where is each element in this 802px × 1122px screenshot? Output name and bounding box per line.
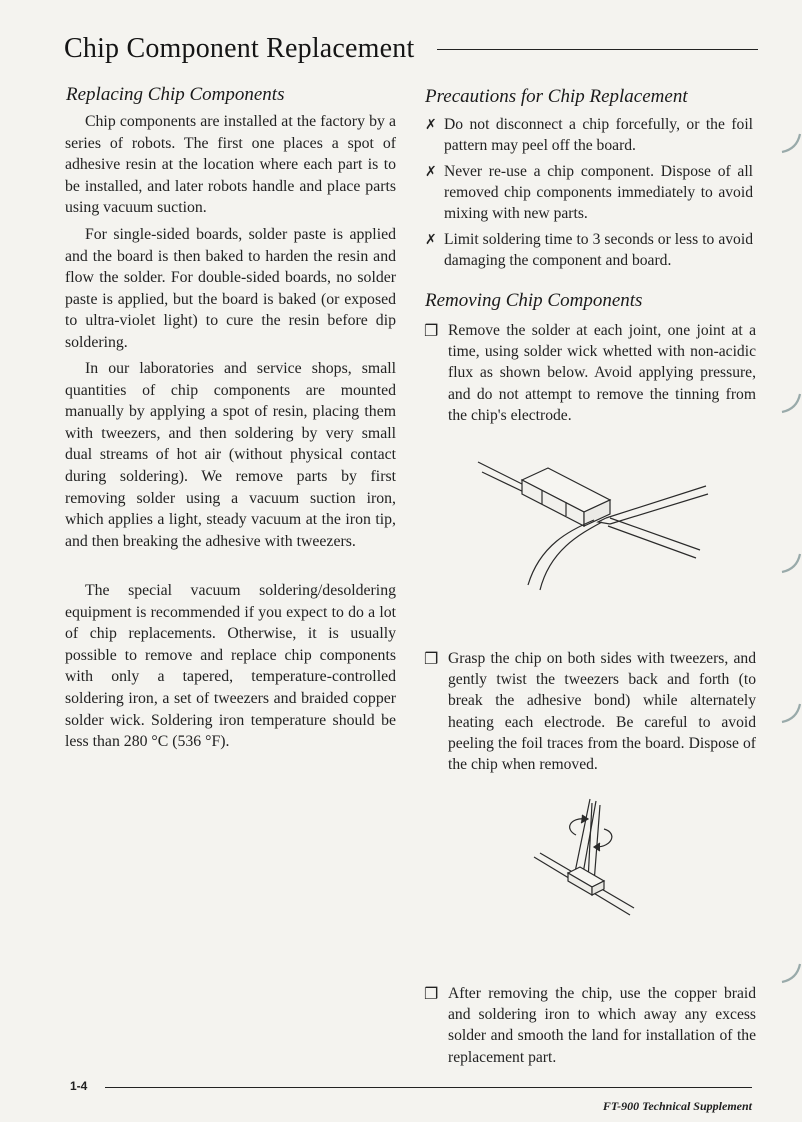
step-text: After removing the chip, use the copper braid and soldering iron to which away any excess solder and smooth the land for installation of the replacement part. xyxy=(448,985,756,1066)
page-title: Chip Component Replacement xyxy=(64,33,415,64)
tweezers-illustration xyxy=(530,795,640,920)
binder-marks xyxy=(778,130,802,1030)
precaution-item xyxy=(425,161,753,225)
checkbox-icon: ❐ xyxy=(424,984,439,1003)
paragraph-equipment: The special vacuum soldering/desoldering equipment is recommended if you expect to do a lot of chip replacements. Otherwise, it is usually possible to remove and replace chip components with only a tapered, temperature-controlled soldering iron, a set of tweezers and braided copper solder wick. Soldering iron temperature should be less than 280 °C (536 °F). xyxy=(65,582,396,751)
precaution-text: Never re-use a chip component. Dispose of all removed chip components immediately to avoid mixing with new parts. xyxy=(444,163,753,223)
solder-wick-illustration xyxy=(470,450,750,595)
step-item xyxy=(424,648,756,775)
paragraph-factory: Chip components are installed at the factory by a series of robots. The first one places a spot of adhesive resin at the location where each part is to be installed, and later robots handle and place parts using vacuum suction. xyxy=(65,113,396,217)
checkbox-icon: ❐ xyxy=(424,649,439,668)
binder-mark xyxy=(782,964,800,982)
step-item xyxy=(424,983,756,1068)
precaution-item xyxy=(425,229,753,271)
precaution-text: Do not disconnect a chip forcefully, or the foil pattern may peel off the board. xyxy=(444,116,753,155)
binder-mark xyxy=(782,134,800,152)
x-mark-icon: ✗ xyxy=(425,117,437,133)
paragraph-laboratories: In our laboratories and service shops, small quantities of chip components are mounted manually by applying a spot of resin, placing them with tweezers, and then soldering by very small dual streams of hot air (without physical contact during soldering). We remove parts by first removing solder using a vacuum suction iron, which applies a light, steady vacuum at the iron tip, and then breaking the adhesive with tweezers. xyxy=(65,360,396,550)
checkbox-icon: ❐ xyxy=(424,321,439,340)
heading-precautions: Precautions for Chip Replacement xyxy=(425,86,688,107)
paragraph-boards: For single-sided boards, solder paste is applied and the board is then baked to harden the resin and flow the solder. For double-sided boards, no solder paste is applied, but the board is baked (or exposed to ultra-violet light) to cure the resin before dip soldering. xyxy=(65,226,396,351)
footer-document-title: FT-900 Technical Supplement xyxy=(602,1099,752,1113)
precaution-text: Limit soldering time to 3 seconds or less to avoid damaging the component and board. xyxy=(444,231,753,270)
binder-mark xyxy=(782,554,800,572)
step-item xyxy=(424,320,756,426)
heading-replacing: Replacing Chip Components xyxy=(66,84,285,105)
binder-mark xyxy=(782,394,800,412)
binder-mark xyxy=(782,704,800,722)
x-mark-icon: ✗ xyxy=(425,164,437,180)
precaution-item xyxy=(425,114,753,156)
x-mark-icon: ✗ xyxy=(425,232,437,248)
heading-removing: Removing Chip Components xyxy=(425,290,643,311)
step-text: Grasp the chip on both sides with tweezers, and gently twist the tweezers back and forth (to break the adhesive bond) while alternately heating each electrode. Be careful to avoid peeling the foil traces from the board. Dispose of the chip when removed. xyxy=(448,650,756,774)
footer-rule xyxy=(105,1087,752,1088)
title-rule xyxy=(437,49,758,50)
footer-page-number: 1-4 xyxy=(70,1079,88,1093)
step-text: Remove the solder at each joint, one joint at a time, using solder wick whetted with non-acidic flux as shown below. Avoid applying pressure, and do not attempt to remove the tinning from the chip's electrode. xyxy=(448,322,756,424)
